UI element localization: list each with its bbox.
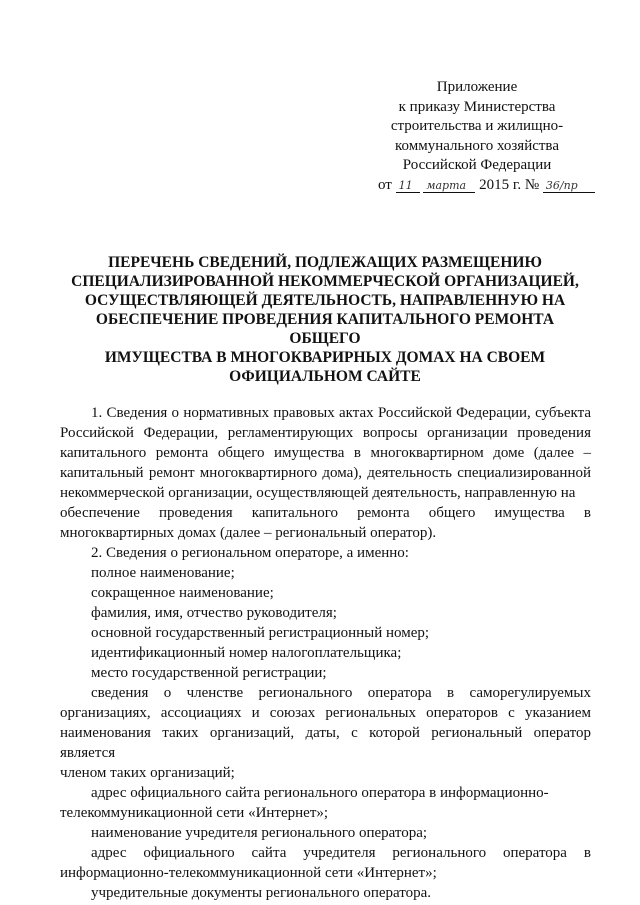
word: ремонта — [357, 505, 410, 521]
year-label: 2015 г. — [479, 176, 522, 193]
site-first-line: адрес официального сайта регионального оператора в информационно- — [91, 785, 549, 801]
item-2-intro: 2. Сведения о региональном операторе, а именно: — [91, 545, 409, 561]
date-number-line — [372, 176, 582, 196]
list-item: идентификационный номер налогоплательщика; — [91, 645, 402, 661]
word: адрес — [91, 845, 127, 861]
from-label: от — [378, 176, 392, 193]
word: общего — [428, 505, 476, 521]
approval-block — [372, 78, 582, 195]
item-1-text: 1. Сведения о нормативных правовых актах Российской Федерации, субъекта Российской Федерации, регламентирующих вопросы организации проведения капитального ремонта общего имущества в многоквартирном доме (далее – капитальный ремонт многоквартирного дома), деятельность специализированной некоммерческой организации, осуществляющей деятельность, направленную на — [60, 405, 591, 501]
list-item: фамилия, имя, отчество руководителя; — [91, 605, 337, 621]
word: сведения — [91, 685, 149, 701]
word: регионального — [392, 845, 487, 861]
word: обеспечение — [60, 505, 140, 521]
word: саморегулируемых — [469, 685, 591, 701]
list-item: основной государственный регистрационный номер; — [91, 625, 430, 641]
word: проведения — [158, 505, 233, 521]
handwritten-month: марта — [423, 180, 475, 193]
word: в — [583, 505, 591, 521]
membership-last-line: членом таких организаций; — [60, 765, 235, 781]
word: имущества — [494, 505, 565, 521]
list-item: учредительные документы регионального оператора. — [91, 885, 432, 901]
word: сайта — [251, 845, 287, 861]
order-line: к приказу Министерства — [398, 98, 556, 115]
ministry-line-1: строительства и жилищно- — [390, 118, 564, 134]
site-last-line: телекоммуникационной сети «Интернет»; — [60, 805, 329, 821]
word: оператора — [503, 845, 567, 861]
handwritten-day: 11 — [396, 180, 420, 193]
handwritten-order-number: 36/пр — [543, 180, 595, 193]
appendix-label: Приложение — [436, 79, 518, 95]
country-line: Российской Федерации — [402, 157, 552, 173]
item-1-last-line: многоквартирных домах (далее – региональный оператор). — [60, 525, 437, 541]
list-item: сокращенное наименование; — [91, 585, 274, 601]
word: регионального — [258, 685, 353, 701]
list-item: место государственной регистрации; — [91, 665, 327, 681]
list-item: полное наименование; — [91, 565, 235, 581]
word: официального — [143, 845, 235, 861]
membership-first-line — [60, 683, 591, 703]
word: в — [583, 845, 591, 861]
founder-site-last-line: информационно-телекоммуникационной сети «Интернет»; — [60, 865, 437, 881]
word: в — [447, 685, 455, 701]
word: капитального — [251, 505, 338, 521]
ministry-line-2: коммунального хозяйства — [395, 137, 559, 154]
list-item: наименование учредителя регионального оператора; — [91, 825, 428, 841]
founder-site-first-line — [60, 843, 591, 863]
item-1-spread-line — [60, 503, 591, 523]
document-body — [60, 403, 591, 903]
word: оператора — [367, 685, 432, 701]
word: членстве — [186, 685, 244, 701]
membership-text: организациях, ассоциациях и союзах региональных операторов с указанием наименования таких организаций, даты, с которой региональный оператор является — [60, 705, 591, 761]
word: о — [163, 685, 172, 701]
document-title: ПЕРЕЧЕНЬ СВЕДЕНИЙ, ПОДЛЕЖАЩИХ РАЗМЕЩЕНИЮ СПЕЦИАЛИЗИРОВАННОЙ НЕКОММЕРЧЕСКОЙ ОРГАНИЗАЦИЕЙ, ОСУЩЕСТВЛЯЮЩЕЙ ДЕЯТЕЛЬНОСТЬ, НАПРАВЛЕННУЮ НА ОБЕСПЕЧЕНИЕ ПРОВЕДЕНИЯ КАПИТАЛЬНОГО РЕМОНТА ОБЩЕГО ИМУЩЕСТВА В МНОГОКВАРИРНЫХ ДОМАХ НА СВОЕМ ОФИЦИАЛЬНОМ САЙТЕ — [71, 254, 579, 385]
word: учредителя — [303, 845, 376, 861]
number-sign: № — [524, 176, 540, 193]
